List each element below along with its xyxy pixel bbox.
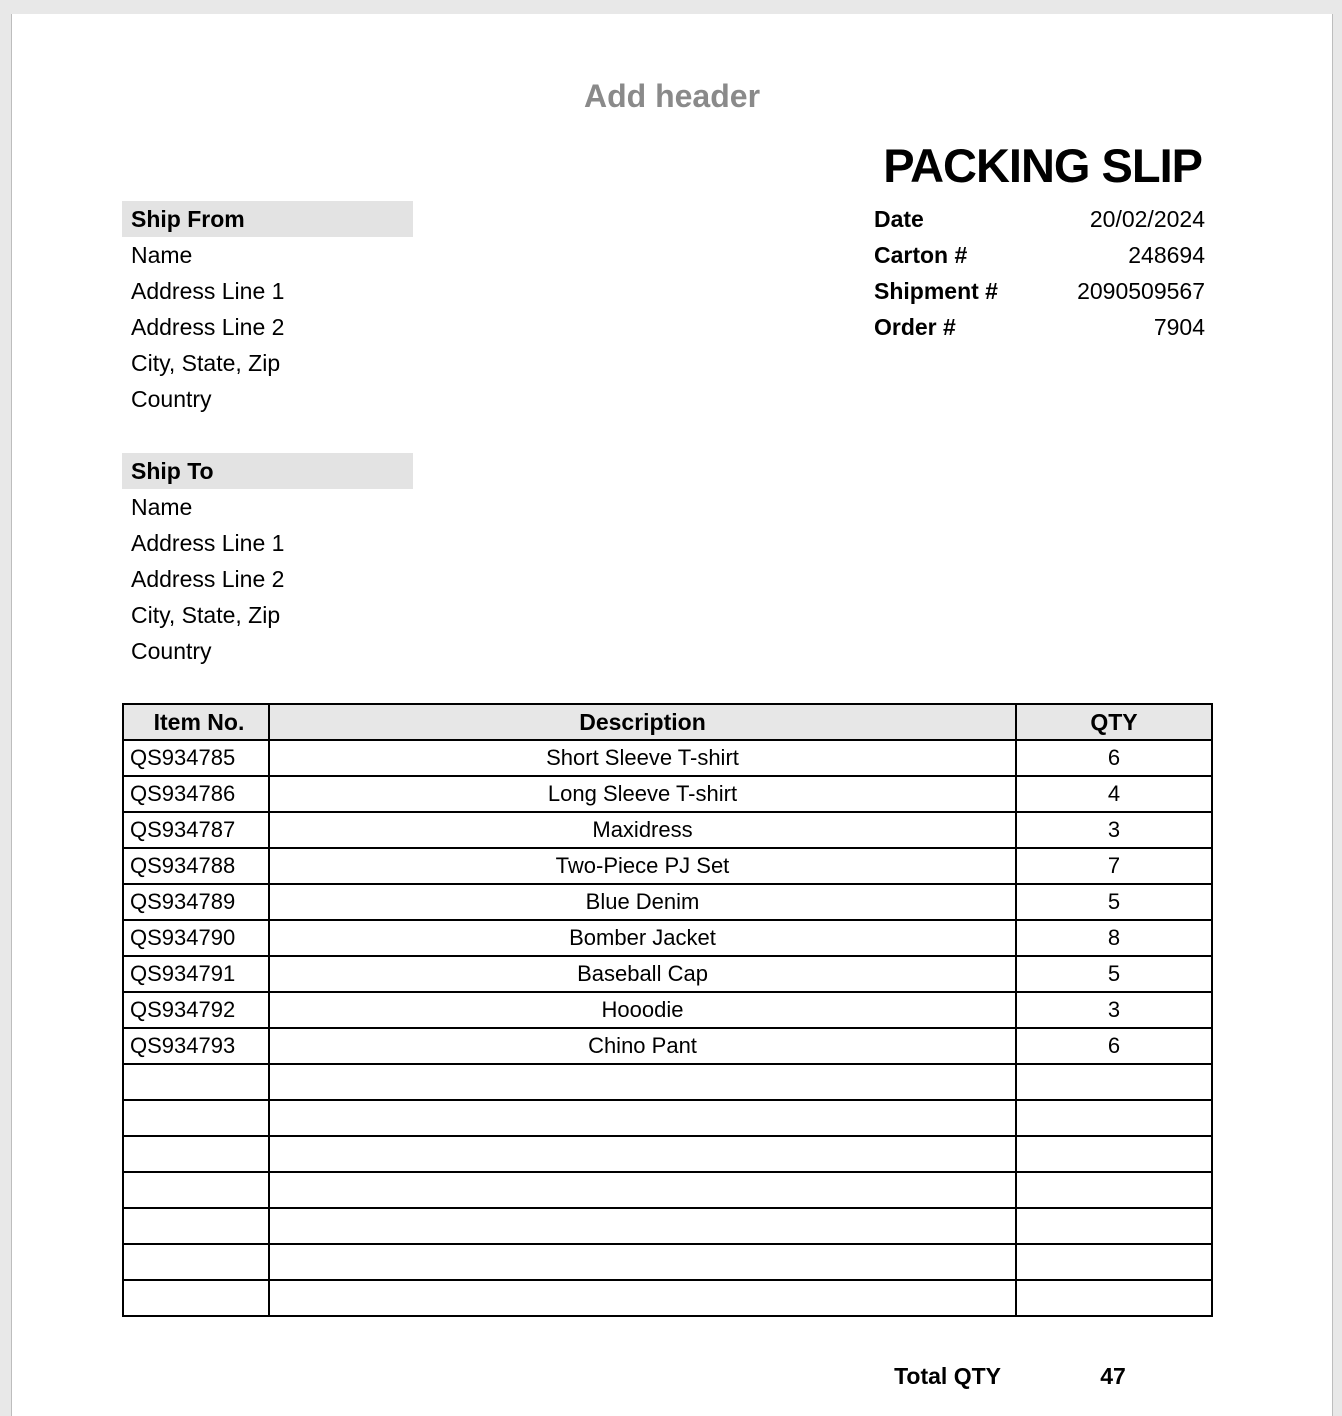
cell-qty[interactable]: 6 bbox=[1016, 740, 1212, 776]
table-row-empty bbox=[123, 1208, 1212, 1244]
cell-qty[interactable]: 5 bbox=[1016, 884, 1212, 920]
carton-label: Carton # bbox=[874, 242, 968, 268]
cell-empty[interactable] bbox=[1016, 1208, 1212, 1244]
shipment-meta bbox=[874, 201, 1205, 345]
cell-empty[interactable] bbox=[1016, 1244, 1212, 1280]
cell-empty[interactable] bbox=[123, 1208, 269, 1244]
table-header-row bbox=[123, 704, 1212, 740]
order-value[interactable]: 7904 bbox=[1153, 314, 1205, 340]
cell-item-no[interactable]: QS934790 bbox=[123, 920, 269, 956]
cell-empty[interactable] bbox=[1016, 1280, 1212, 1316]
table-row-empty bbox=[123, 1064, 1212, 1100]
table-row bbox=[123, 1028, 1212, 1064]
col-header-item-no: Item No. bbox=[123, 704, 269, 740]
cell-empty[interactable] bbox=[123, 1100, 269, 1136]
table-row bbox=[123, 992, 1212, 1028]
cell-description[interactable]: Hooodie bbox=[269, 992, 1016, 1028]
table-row bbox=[123, 848, 1212, 884]
table-row-empty bbox=[123, 1280, 1212, 1316]
carton-value[interactable]: 248694 bbox=[1128, 242, 1205, 268]
meta-row-carton bbox=[874, 237, 1205, 273]
cell-empty[interactable] bbox=[269, 1064, 1016, 1100]
cell-empty[interactable] bbox=[123, 1280, 269, 1316]
cell-empty[interactable] bbox=[123, 1244, 269, 1280]
total-qty-value: 47 bbox=[1100, 1363, 1126, 1389]
shipment-value[interactable]: 2090509567 bbox=[1077, 278, 1205, 304]
table-row bbox=[123, 740, 1212, 776]
ship-to-address1[interactable]: Address Line 1 bbox=[131, 530, 285, 556]
table-row bbox=[123, 956, 1212, 992]
cell-qty[interactable]: 4 bbox=[1016, 776, 1212, 812]
ship-to-address2[interactable]: Address Line 2 bbox=[131, 566, 285, 592]
page-title: PACKING SLIP bbox=[883, 139, 1202, 192]
meta-row-date bbox=[874, 201, 1205, 237]
total-row bbox=[122, 1358, 1211, 1394]
cell-item-no[interactable]: QS934787 bbox=[123, 812, 269, 848]
cell-empty[interactable] bbox=[269, 1244, 1016, 1280]
cell-item-no[interactable]: QS934793 bbox=[123, 1028, 269, 1064]
cell-qty[interactable]: 3 bbox=[1016, 992, 1212, 1028]
cell-description[interactable]: Long Sleeve T-shirt bbox=[269, 776, 1016, 812]
shipment-label: Shipment # bbox=[874, 278, 998, 304]
cell-description[interactable]: Baseball Cap bbox=[269, 956, 1016, 992]
cell-empty[interactable] bbox=[269, 1208, 1016, 1244]
ship-from-city[interactable]: City, State, Zip bbox=[131, 350, 281, 376]
items-body bbox=[123, 740, 1212, 1316]
ship-to-section bbox=[122, 453, 413, 669]
items-table bbox=[122, 703, 1213, 1317]
cell-description[interactable]: Chino Pant bbox=[269, 1028, 1016, 1064]
table-row-empty bbox=[123, 1136, 1212, 1172]
ship-to-name[interactable]: Name bbox=[131, 494, 193, 520]
table-row-empty bbox=[123, 1100, 1212, 1136]
ship-to-label: Ship To bbox=[122, 453, 413, 489]
col-header-description: Description bbox=[269, 704, 1016, 740]
cell-description[interactable]: Bomber Jacket bbox=[269, 920, 1016, 956]
cell-item-no[interactable]: QS934786 bbox=[123, 776, 269, 812]
ship-from-label: Ship From bbox=[122, 201, 413, 237]
table-row bbox=[123, 812, 1212, 848]
date-label: Date bbox=[874, 206, 924, 232]
cell-qty[interactable]: 5 bbox=[1016, 956, 1212, 992]
cell-description[interactable]: Maxidress bbox=[269, 812, 1016, 848]
cell-empty[interactable] bbox=[123, 1172, 269, 1208]
cell-item-no[interactable]: QS934792 bbox=[123, 992, 269, 1028]
add-header-placeholder[interactable]: Add header bbox=[583, 78, 761, 114]
ship-to-country[interactable]: Country bbox=[131, 638, 212, 664]
cell-empty[interactable] bbox=[1016, 1100, 1212, 1136]
cell-item-no[interactable]: QS934788 bbox=[123, 848, 269, 884]
cell-empty[interactable] bbox=[123, 1064, 269, 1100]
cell-description[interactable]: Short Sleeve T-shirt bbox=[269, 740, 1016, 776]
table-row bbox=[123, 920, 1212, 956]
ship-from-name[interactable]: Name bbox=[131, 242, 193, 268]
cell-empty[interactable] bbox=[269, 1172, 1016, 1208]
table-row-empty bbox=[123, 1172, 1212, 1208]
cell-empty[interactable] bbox=[269, 1136, 1016, 1172]
cell-item-no[interactable]: QS934785 bbox=[123, 740, 269, 776]
cell-description[interactable]: Two-Piece PJ Set bbox=[269, 848, 1016, 884]
col-header-qty: QTY bbox=[1016, 704, 1212, 740]
cell-item-no[interactable]: QS934789 bbox=[123, 884, 269, 920]
cell-empty[interactable] bbox=[269, 1100, 1016, 1136]
table-row-empty bbox=[123, 1244, 1212, 1280]
cell-qty[interactable]: 3 bbox=[1016, 812, 1212, 848]
cell-empty[interactable] bbox=[123, 1136, 269, 1172]
ship-from-section bbox=[122, 201, 413, 417]
meta-row-shipment bbox=[874, 273, 1205, 309]
table-row bbox=[123, 776, 1212, 812]
table-row bbox=[123, 884, 1212, 920]
packing-slip-page bbox=[11, 14, 1333, 1416]
ship-from-country[interactable]: Country bbox=[131, 386, 212, 412]
total-qty-label: Total QTY bbox=[894, 1363, 1001, 1389]
cell-empty[interactable] bbox=[1016, 1136, 1212, 1172]
order-label: Order # bbox=[874, 314, 956, 340]
cell-empty[interactable] bbox=[1016, 1064, 1212, 1100]
meta-row-order bbox=[874, 309, 1205, 345]
date-value[interactable]: 20/02/2024 bbox=[1089, 206, 1205, 232]
ship-from-address2[interactable]: Address Line 2 bbox=[131, 314, 285, 340]
cell-description[interactable]: Blue Denim bbox=[269, 884, 1016, 920]
ship-from-address1[interactable]: Address Line 1 bbox=[131, 278, 285, 304]
cell-item-no[interactable]: QS934791 bbox=[123, 956, 269, 992]
cell-qty[interactable]: 6 bbox=[1016, 1028, 1212, 1064]
cell-qty[interactable]: 7 bbox=[1016, 848, 1212, 884]
ship-to-city[interactable]: City, State, Zip bbox=[131, 602, 281, 628]
cell-empty[interactable] bbox=[269, 1280, 1016, 1316]
cell-qty[interactable]: 8 bbox=[1016, 920, 1212, 956]
cell-empty[interactable] bbox=[1016, 1172, 1212, 1208]
